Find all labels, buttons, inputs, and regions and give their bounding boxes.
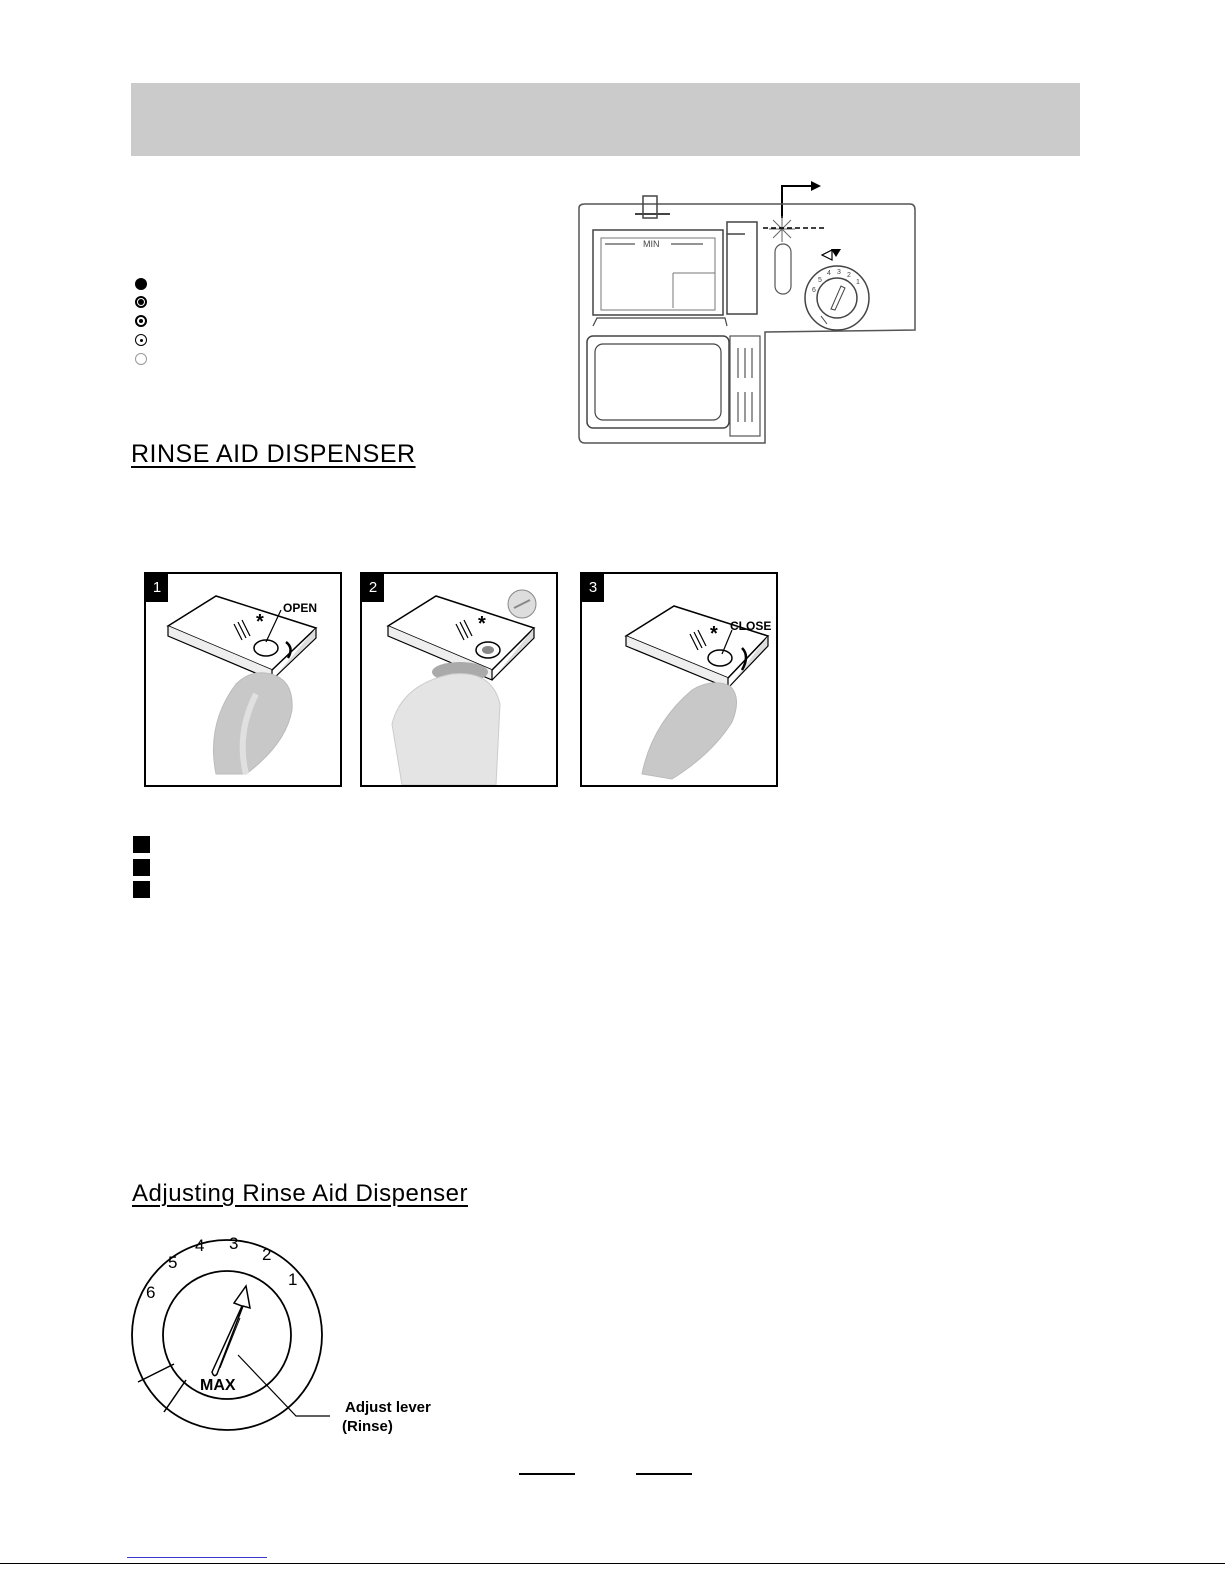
rinse-dial-figure <box>120 1222 450 1442</box>
footer-link-underline <box>127 1557 267 1558</box>
svg-text:Adjust lever: Adjust lever <box>345 1399 431 1416</box>
svg-text:1: 1 <box>288 1270 298 1289</box>
full-dot-icon <box>135 278 147 290</box>
svg-text:2: 2 <box>262 1245 272 1264</box>
step-number: 1 <box>146 574 168 602</box>
dispenser-panel-figure <box>575 178 920 450</box>
step-1-figure <box>144 572 342 787</box>
step-2-figure <box>360 572 558 787</box>
svg-text:1: 1 <box>856 279 860 286</box>
bullet-square-1 <box>133 836 150 853</box>
blank-line-1 <box>519 1473 575 1475</box>
dispenser-fill-illustration <box>362 574 556 785</box>
svg-text:MIN: MIN <box>643 239 660 249</box>
ring-dot-small-icon <box>135 334 147 346</box>
svg-text:OPEN: OPEN <box>283 601 318 615</box>
svg-text:2: 2 <box>847 272 851 279</box>
svg-text:(Rinse): (Rinse) <box>342 1418 393 1435</box>
ring-dot-medium-icon <box>135 315 147 327</box>
svg-text:*: * <box>710 623 718 645</box>
svg-text:*: * <box>256 611 264 633</box>
empty-ring-icon <box>135 353 147 365</box>
bullet-square-3 <box>133 881 150 898</box>
blank-line-2 <box>636 1473 692 1475</box>
rinse-aid-heading: RINSE AID DISPENSER <box>131 440 416 468</box>
svg-text:4: 4 <box>195 1236 205 1255</box>
svg-text:6: 6 <box>812 287 816 294</box>
svg-text:CLOSE: CLOSE <box>730 619 772 633</box>
bullet-square-2 <box>133 859 150 876</box>
step-number: 2 <box>362 574 384 602</box>
svg-text:3: 3 <box>229 1234 239 1253</box>
dispenser-open-illustration <box>146 574 340 785</box>
bottom-rule <box>0 1563 1225 1564</box>
svg-text:MAX: MAX <box>200 1377 236 1394</box>
svg-text:4: 4 <box>827 270 831 277</box>
svg-text:*: * <box>478 613 486 635</box>
ring-dot-large-icon <box>135 296 147 308</box>
adjusting-heading: Adjusting Rinse Aid Dispenser <box>132 1180 469 1207</box>
svg-text:5: 5 <box>168 1253 178 1272</box>
step-3-figure <box>580 572 778 787</box>
dispenser-close-illustration <box>582 574 776 785</box>
svg-text:5: 5 <box>818 277 822 284</box>
header-band <box>131 83 1080 156</box>
step-number: 3 <box>582 574 604 602</box>
svg-text:6: 6 <box>146 1283 156 1302</box>
svg-text:3: 3 <box>837 269 841 276</box>
